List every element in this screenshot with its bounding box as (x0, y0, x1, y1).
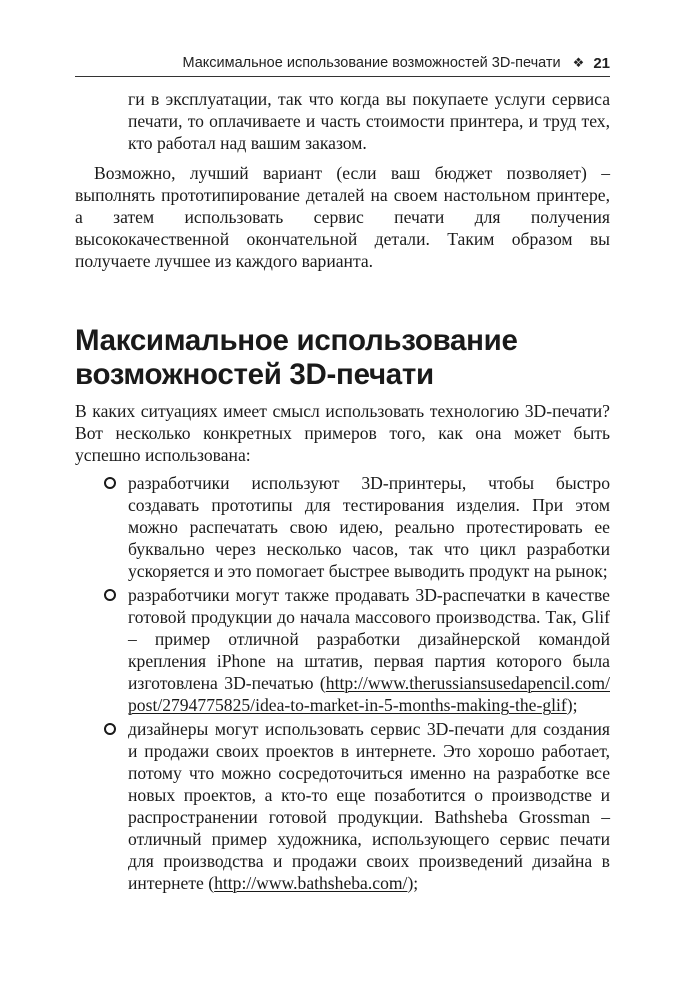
list-item (75, 472, 610, 582)
running-header (75, 50, 610, 77)
section-heading: Максимальное использование возможностей 3D-печати (75, 324, 518, 391)
circle-bullet-icon (104, 723, 116, 735)
list-item-text: разработчики могут также продавать 3D-распечатки в качестве готовой продукции до начала массового производства. Так, Glif – пример отличной разработки дизайнерской командой крепления iPhone на штатив, первая партия которого была изготовлена 3D-печатью ( (128, 585, 610, 693)
glif-link[interactable]: http://www.therussiansusedapencil.com/post/2794775825/idea-to-market-in-5-months-making-the-glif (128, 673, 610, 715)
circle-bullet-icon (104, 589, 116, 601)
circle-bullet-icon (104, 477, 116, 489)
list-item-text-end: ); (566, 695, 578, 715)
page-body (75, 88, 610, 896)
examples-list (75, 472, 610, 894)
list-item-text-end: ); (407, 873, 419, 893)
diamond-ornament-icon: ❖ (572, 55, 585, 70)
continued-list-paragraph: ги в эксплуатации, так что когда вы покупаете услуги сервиса печати, то оплачиваете и часть стоимости принтера, и труд тех, кто работал над вашим заказом. (128, 89, 610, 153)
intro-paragraph: В каких ситуациях имеет смысл использовать технологию 3D-печати? Вот несколько конкретных примеров того, как она может быть успешно использована: (75, 401, 610, 465)
running-title: Максимальное использование возможностей 3D-печати (182, 55, 561, 71)
bathsheba-link[interactable]: http://www.bathsheba.com/ (214, 873, 408, 893)
paragraph-best-option: Возможно, лучший вариант (если ваш бюджет позволяет) – выполнять прототипирование деталей на своем настольном принтере, а затем использовать сервис печати для получения высококачественной окончательной детали. Таким образом вы получаете лучшее из каждого варианта. (75, 163, 610, 271)
list-item-text: дизайнеры могут использовать сервис 3D-печати для создания и продажи своих проектов в интернете. Это хорошо работает, потому что можно сосредоточиться именно на разработке все новых проектов, а кто-то еще позаботится о производстве и распространении готовой продукции. Bathsheba Grossman – отличный пример художника, использующего сервис печати для производства и продажи своих произведений дизайна в интернете ( (128, 719, 610, 893)
list-item-text: разработчики используют 3D-принтеры, чтобы быстро создавать прототипы для тестирования изделия. При этом можно распечатать свою идею, реально протестировать ее буквально через несколько часов, так что цикл разработки ускоряется и это помогает быстрее выводить продукт на рынок; (128, 473, 610, 581)
list-item (75, 718, 610, 894)
page-number: 21 (593, 54, 610, 72)
list-item (75, 584, 610, 716)
